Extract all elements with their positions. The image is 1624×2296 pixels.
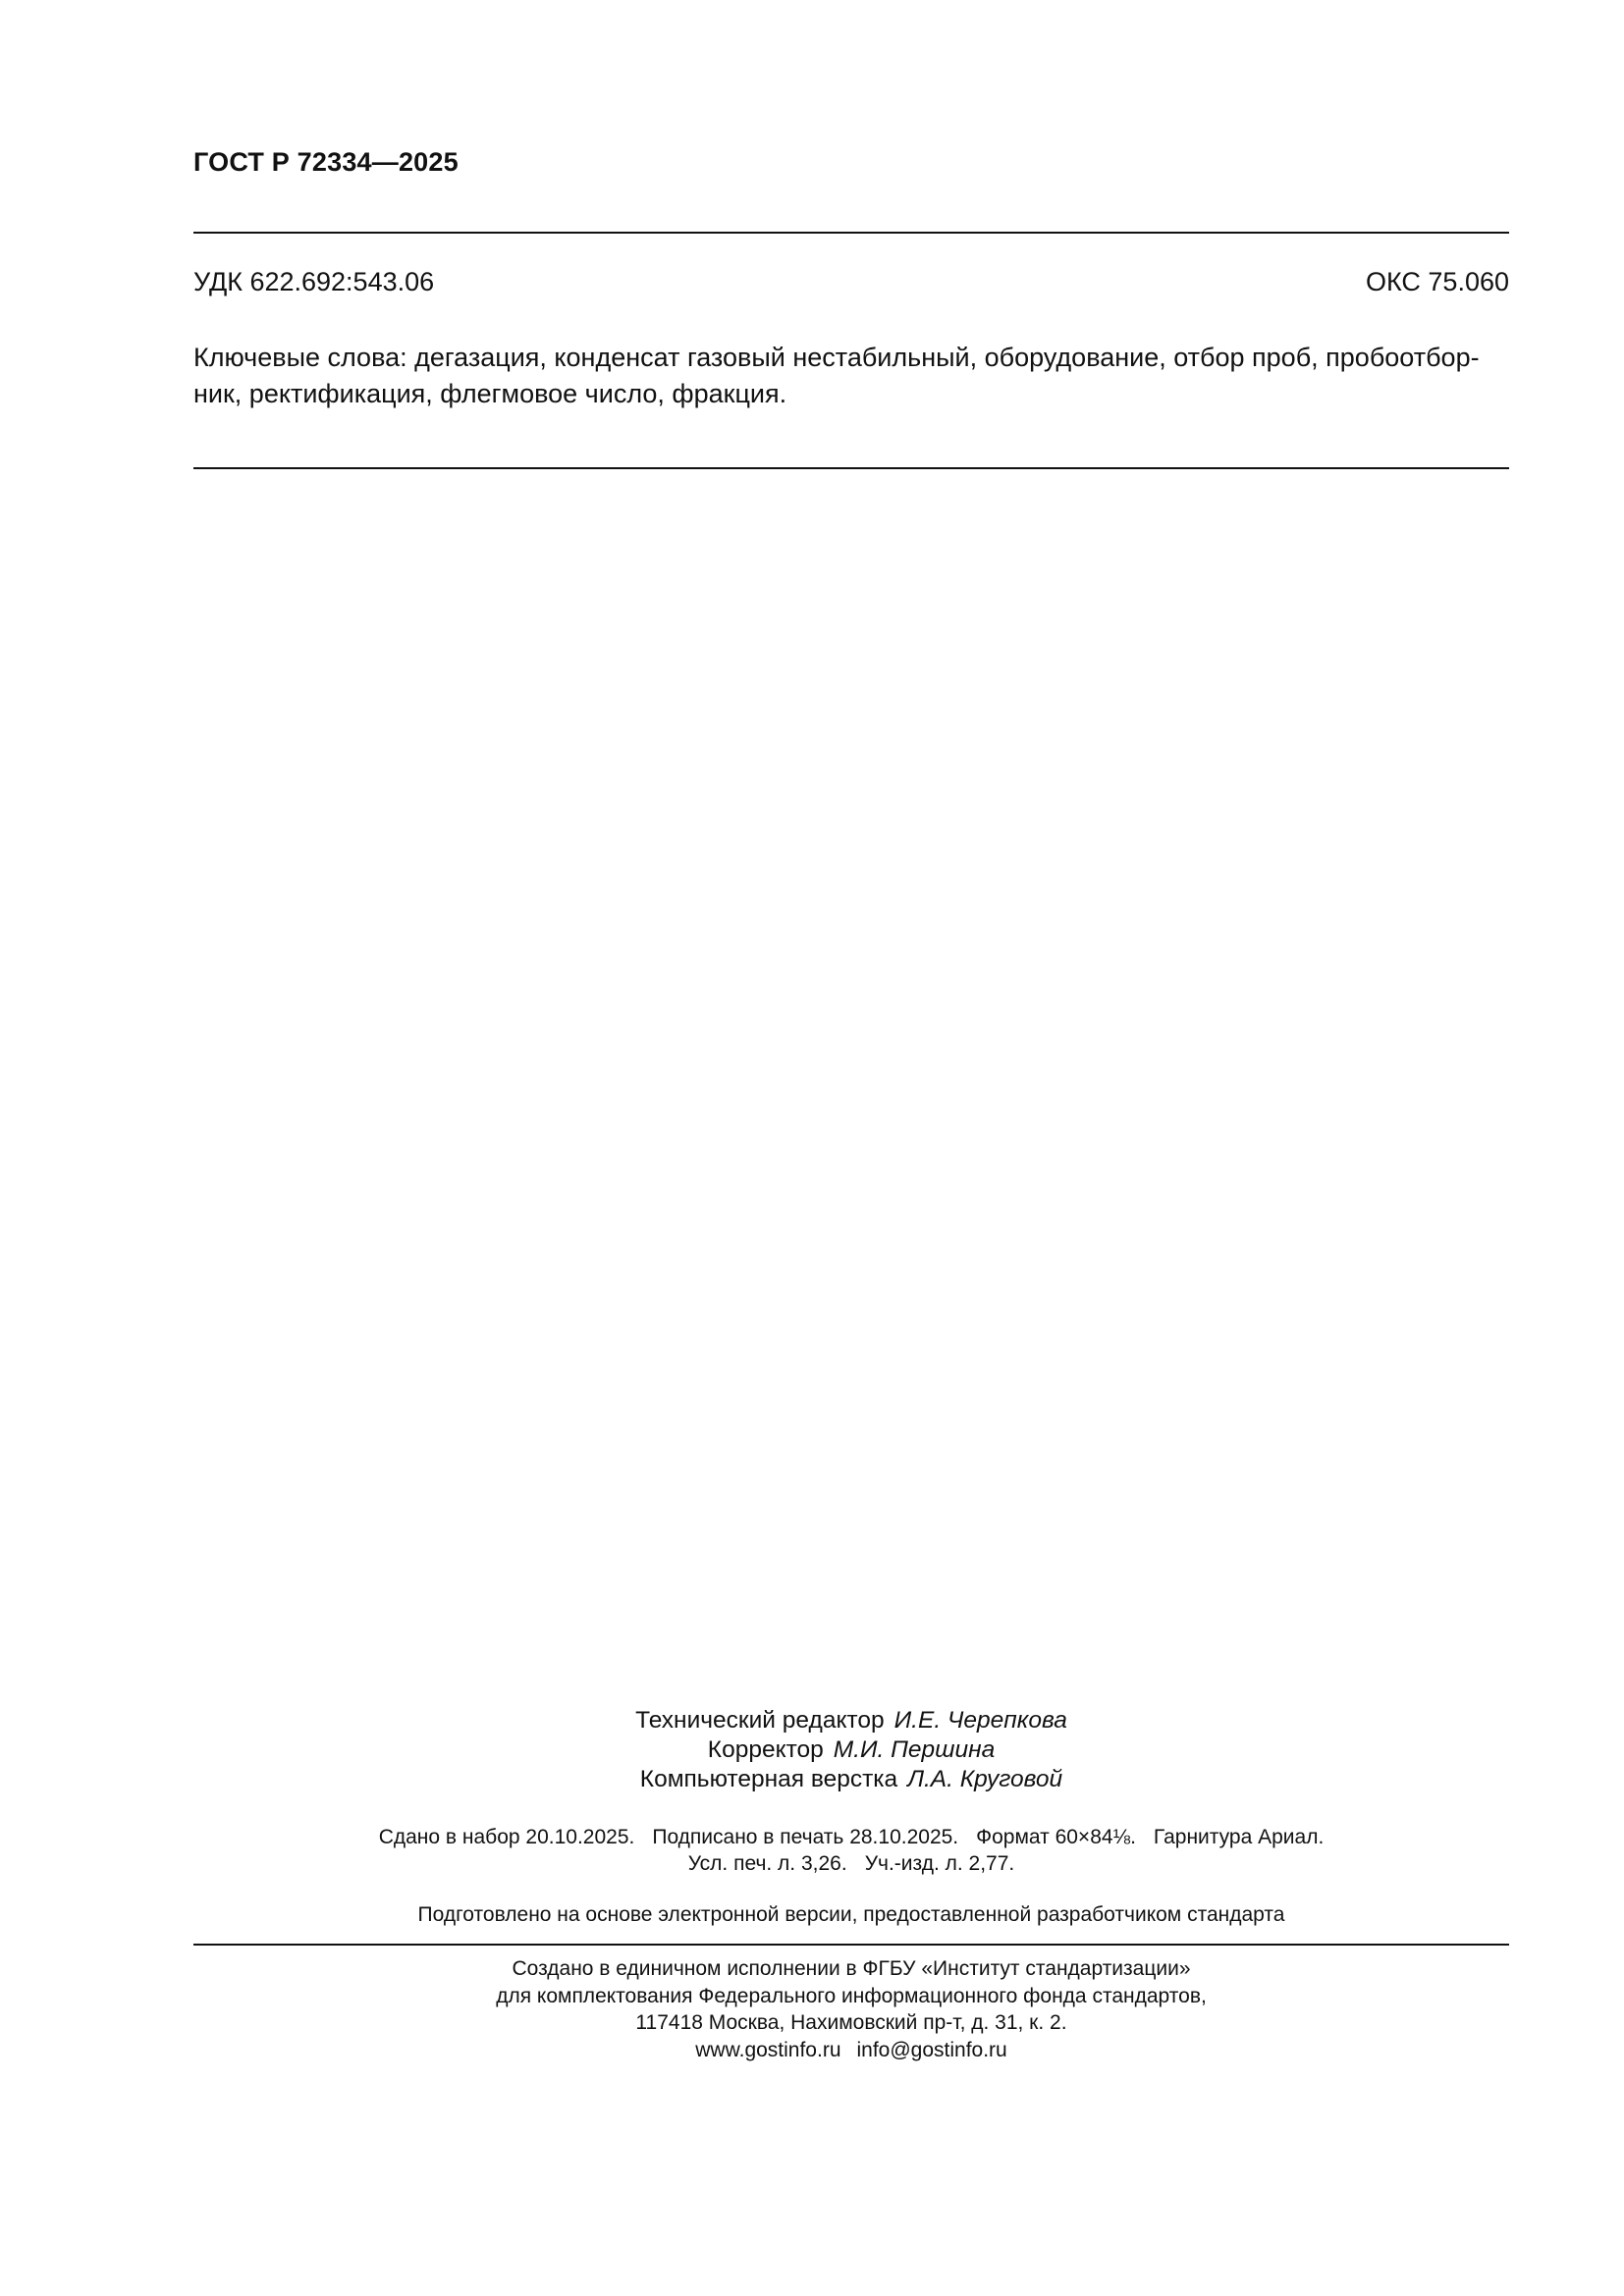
website-link[interactable]: www.gostinfo.ru bbox=[695, 2038, 841, 2061]
top-divider bbox=[193, 232, 1509, 234]
corrector-row bbox=[193, 1735, 1509, 1765]
tech-editor-name: И.Е. Черепкова bbox=[893, 1707, 1067, 1734]
classification-row bbox=[193, 267, 1509, 297]
tech-editor-role: Технический редактор bbox=[635, 1707, 885, 1734]
prepared-note: Подготовлено на основе электронной версии, предоставленной разработчиком стандарта bbox=[417, 1903, 1285, 1926]
typeface: Гарнитура Ариал. bbox=[1153, 1826, 1325, 1848]
bottom-divider bbox=[193, 1944, 1509, 1946]
printed-sheets: Усл. печ. л. 3,26. bbox=[687, 1852, 847, 1875]
keywords-block bbox=[193, 340, 1509, 412]
paper-format: Формат 60×84⅛. bbox=[976, 1826, 1136, 1848]
corrector-role: Корректор bbox=[707, 1736, 824, 1763]
publisher-line-2: для комплектования Федерального информационного фонда стандартов, bbox=[496, 1984, 1207, 2007]
imprint-row-1 bbox=[193, 1824, 1509, 1850]
email-link[interactable]: info@gostinfo.ru bbox=[856, 2038, 1007, 2061]
standard-number: ГОСТ Р 72334—2025 bbox=[193, 147, 459, 177]
imprint-row-2 bbox=[193, 1850, 1509, 1877]
corrector-name: М.И. Першина bbox=[833, 1736, 996, 1763]
oks-code: ОКС 75.060 bbox=[1365, 267, 1509, 296]
publishing-sheets: Уч.-изд. л. 2,77. bbox=[864, 1852, 1015, 1875]
layout-row bbox=[193, 1765, 1509, 1794]
keywords-divider bbox=[193, 467, 1509, 469]
tech-editor-row bbox=[193, 1706, 1509, 1735]
publisher-line-1: Создано в единичном исполнении в ФГБУ «Институт стандартизации» bbox=[512, 1957, 1191, 1980]
signed-date: Подписано в печать 28.10.2025. bbox=[652, 1826, 959, 1848]
layout-name: Л.А. Круговой bbox=[907, 1766, 1063, 1792]
submitted-date: Сдано в набор 20.10.2025. bbox=[378, 1826, 635, 1848]
keywords-line-2: ник, ректификация, флегмовое число, фракция. bbox=[193, 379, 787, 408]
editorial-credits bbox=[193, 1706, 1509, 1794]
udc-code: УДК 622.692:543.06 bbox=[193, 267, 435, 296]
publisher-line-3: 117418 Москва, Нахимовский пр-т, д. 31, к. 2. bbox=[635, 2011, 1067, 2034]
keywords-line-1: Ключевые слова: дегазация, конденсат газовый нестабильный, оборудование, отбор проб, пробоотбор- bbox=[193, 343, 1480, 372]
imprint-block bbox=[193, 1824, 1509, 1877]
publisher-block bbox=[193, 1955, 1509, 2063]
publisher-contacts bbox=[193, 2037, 1509, 2064]
layout-role: Компьютерная верстка bbox=[639, 1766, 898, 1792]
